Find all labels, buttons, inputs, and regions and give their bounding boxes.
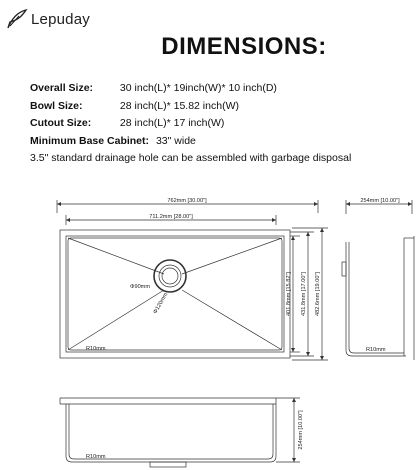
side-overflow [342,262,346,276]
drain-hole [162,268,178,284]
spec-overall-value: 30 inch(L)* 19inch(W)* 10 inch(D) [119,82,277,94]
label-bowl-width: 401.8mm [15.82"] [286,272,292,316]
sink-bowl-edge [66,236,284,352]
label-radius-front: R10mm [86,454,106,460]
spec-bowl-label: Bowl Size: [30,99,83,112]
spec-drain-note: 3.5" standard drainage hole can be assembled with garbage disposal [30,152,352,164]
label-drain-outer: Φ120mm [152,291,170,315]
label-outer-width: 762mm [30.00"] [167,198,207,204]
sink-bowl-inner [68,238,282,350]
page-title: DIMENSIONS: [161,33,327,60]
spec-overall-label: Overall Size: [30,82,94,94]
front-bowl-inner [69,404,273,459]
label-side-depth: 254mm [10.00"] [360,198,400,204]
slope-line-bl [68,290,164,350]
spec-min-base-value: 33" wide [155,134,196,147]
spec-min-base-label: Minimum Base Cabinet: [30,134,150,147]
spec-cutout-value: 28 inch(L)* 17 inch(W) [119,117,225,129]
label-cutout-width: 431.8mm [17.00"] [301,272,307,316]
label-front-depth: 254mm [10.00"] [298,410,304,450]
spec-bowl-value: 28 inch(L)* 15.82 inch(W) [119,99,239,112]
label-radius-top: R10mm [86,346,106,352]
label-radius-side: R10mm [366,347,386,353]
brand-name: Lepuday [31,10,90,28]
sink-outer-rim [60,230,290,358]
side-profile-inner [349,242,404,353]
label-drain-dia: Φ90mm [130,284,151,290]
slope-line-br [182,290,282,350]
front-drain [150,462,186,467]
side-profile-outer [346,242,406,356]
label-overall-width: 482.6mm [19.00"] [315,272,321,316]
slope-line-tr [182,238,282,274]
label-inner-width: 711.2mm [28.00"] [149,214,193,220]
slope-line-tl [68,238,164,274]
spec-cutout-label: Cutout Size: [30,117,92,129]
